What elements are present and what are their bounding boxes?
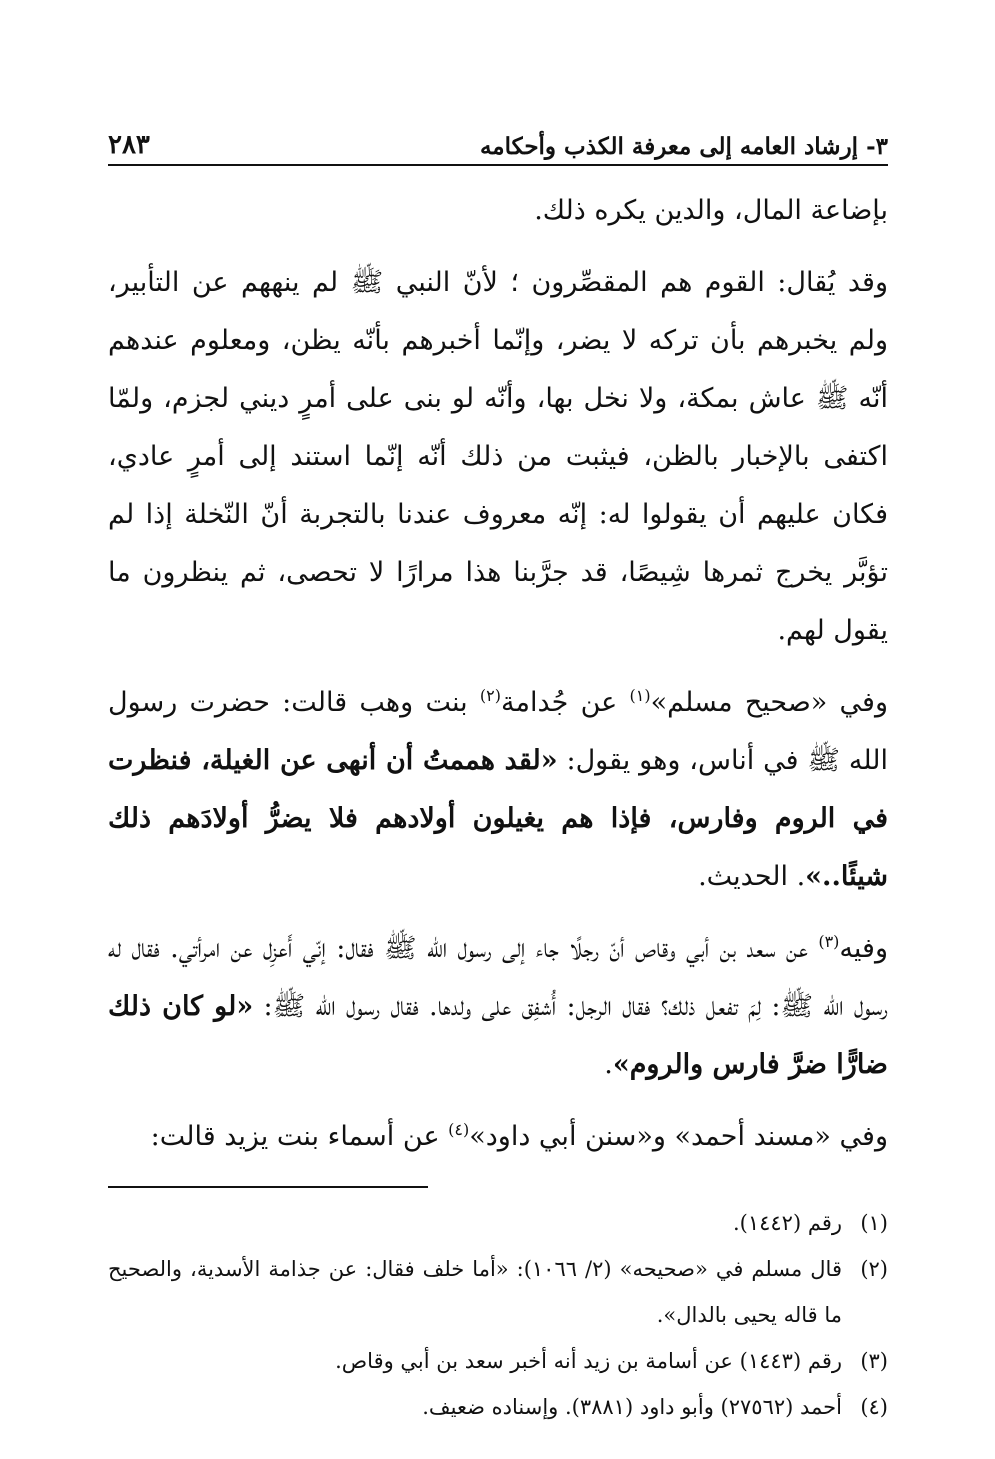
- running-header: [108, 118, 888, 166]
- paragraph-2: وقد يُقال: القوم هم المقصِّرون ؛ لأنّ النبي ﷺ لم ينههم عن التأبير، ولم يخبرهم بأن تركه لا يضر، وإنّما أخبرهم بأنّه يظن، ومعلوم عندهم أنّه ﷺ عاش بمكة، ولا نخل بها، وأنّه لو بنى على أمرٍ ديني لجزم، ولمّا اكتفى بالإخبار بالظن، فيثبت من ذلك أنّه إنّما استند إلى أمرٍ عادي، فكان عليهم أن يقولوا له: إنّه معروف عندنا بالتجربة أنّ النّخلة إذا لم تؤبَّر يخرج ثمرها شِيصًا، قد جرَّبنا هذا مرارًا لا تحصى، ثم ينظرون ما يقول لهم.: [108, 267, 888, 646]
- header-title: ٣- إرشاد العامه إلى معرفة الكذب وأحكامه: [479, 133, 888, 160]
- text: عن سعد بن أبي وقاص أنّ رجلًا جاء إلى رسول الله ﷺ فقال: إنّي أَعزِل عن امرأتي. فقال له رسول الله ﷺ: لِمَ تفعل ذلك؟ فقال الرجل: أُشفِق على ولدها. فقال رسول الله ﷺ:: [108, 933, 888, 1022]
- paragraph-4: [108, 920, 888, 1094]
- footnote-item: [108, 1246, 888, 1338]
- footnote-ref-2[interactable]: (٢): [479, 686, 501, 705]
- text: عن جُدامة: [501, 687, 630, 718]
- text: . الحديث.: [698, 861, 806, 892]
- footnote-number: (١): [860, 1211, 888, 1235]
- footnote-item: [108, 1200, 888, 1246]
- text: .: [604, 1049, 613, 1080]
- footnote-ref-3[interactable]: (٣): [818, 932, 840, 951]
- footnote-item: [108, 1384, 888, 1430]
- footnote-number: (٣): [860, 1349, 888, 1373]
- paragraph-3: [108, 674, 888, 906]
- text: وفي «صحيح مسلم»: [650, 687, 888, 718]
- page-number: ٢٨٣: [108, 130, 150, 160]
- hadith-quote: «لقد هممتُ أن أنهى عن الغيلة، فنظرت في الروم وفارس، فإذا هم يغيلون أولادهم فلا يضرُّ أولادَهم ذلك شيئًا..»: [108, 745, 888, 892]
- footnote-number: (٢): [860, 1257, 888, 1281]
- book-page: [108, 118, 888, 1430]
- footnote-text: رقم (١٤٤٢).: [732, 1211, 842, 1235]
- footnote-ref-4[interactable]: (٤): [448, 1120, 470, 1139]
- main-text: [108, 182, 888, 1166]
- footnote-separator: [108, 1186, 428, 1188]
- text: بنت وهب قالت: حضرت رسول الله ﷺ في أناس، وهو يقول:: [108, 687, 889, 776]
- footnote-ref-1[interactable]: (١): [629, 686, 651, 705]
- hadith-quote: «لو كان ذلك ضارًّا ضرَّ فارس والروم»: [108, 991, 888, 1080]
- footnote-text: قال مسلم في «صحيحه» (٢/ ١٠٦٦): «أما خلف فقال: عن جذامة الأسدية، والصحيح ما قاله يحيى بالدال».: [108, 1257, 842, 1327]
- footnote-text: أحمد (٢٧٥٦٢) وأبو داود (٣٨٨١). وإسناده ضعيف.: [422, 1395, 842, 1419]
- footnote-text: رقم (١٤٤٣) عن أسامة بن زيد أنه أخبر سعد بن أبي وقاص.: [335, 1349, 842, 1373]
- text: عن أسماء بنت يزيد قالت:: [150, 1121, 449, 1152]
- footnote-number: (٤): [860, 1395, 888, 1419]
- text: وفي «مسند أحمد» و«سنن أبي داود»: [469, 1121, 888, 1152]
- footnotes: [108, 1200, 888, 1430]
- paragraph-5: [108, 1108, 888, 1166]
- paragraph-1: بإضاعة المال، والدين يكره ذلك.: [534, 195, 888, 226]
- text: وفيه: [839, 933, 888, 964]
- footnote-item: [108, 1338, 888, 1384]
